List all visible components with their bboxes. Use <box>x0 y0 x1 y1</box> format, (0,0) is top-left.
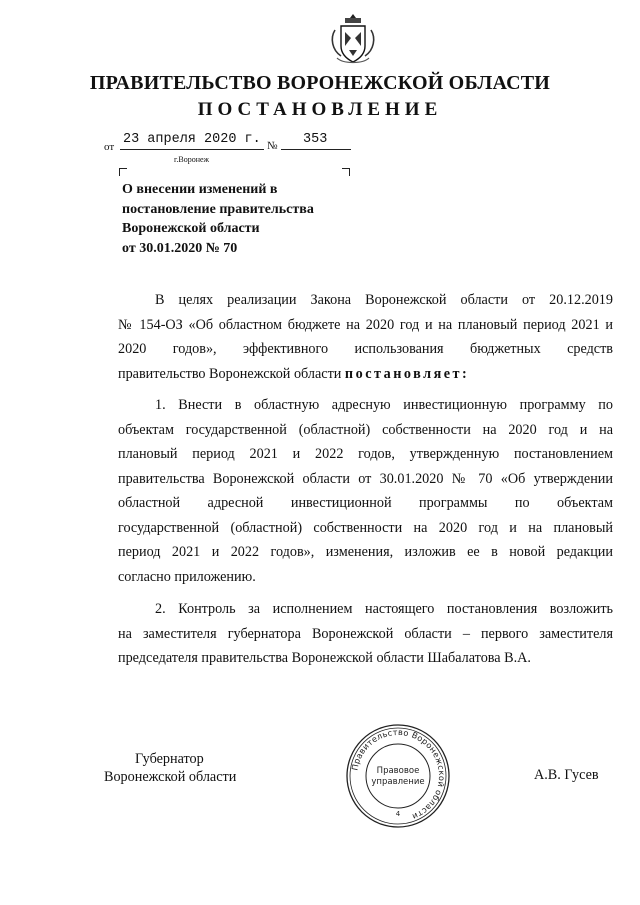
subject-line: от 30.01.2020 № 70 <box>122 240 238 256</box>
stamp-number: 4 <box>395 810 401 818</box>
item-2-paragraph <box>118 597 613 671</box>
body-line: объектам государственной (областной) собственности на 2020 год и на <box>118 421 613 438</box>
date-prefix: от <box>104 141 115 153</box>
body-line: 2. Контроль за исполнением настоящего постановления возложить <box>155 601 613 617</box>
signatory-title-line2: Воронежской области <box>104 769 237 785</box>
stamp-outer-text: Правительство Воронежской области <box>349 726 448 823</box>
date-underline <box>120 149 264 150</box>
body-line: 2020 годов», эффективного использования бюджетных средств <box>118 341 613 357</box>
signatory-title-line1: Губернатор <box>135 751 204 767</box>
number-prefix: № <box>267 140 278 152</box>
date-number-row <box>104 133 364 173</box>
preamble-paragraph <box>118 288 613 386</box>
organization-title: ПРАВИТЕЛЬСТВО ВОРОНЕЖСКОЙ ОБЛАСТИ <box>89 72 551 94</box>
body-line: на заместителя губернатора Воронежской области – первого заместителя <box>118 625 613 642</box>
document-subject <box>122 180 352 258</box>
stamp-inner-line1: Правовое <box>376 766 420 776</box>
body-line-last <box>118 362 613 387</box>
body-line: областной адресной инвестиционной программы по объектам <box>118 495 613 511</box>
document-date: 23 апреля 2020 г. <box>123 132 261 147</box>
body-line: В целях реализации Закона Воронежской области от 20.12.2019 <box>155 292 613 308</box>
body-line: плановый период 2021 и 2022 годов, утвержденную постановлением <box>118 446 613 462</box>
stamp-inner-line2: управление <box>371 777 425 787</box>
subject-line: О внесении изменений в <box>122 182 278 197</box>
body-line: 1. Внести в областную адресную инвестиционную программу по <box>155 397 613 413</box>
body-line: период 2021 и 2022 годов», изменения, изложив ее в новой редакции <box>118 544 613 560</box>
body-line-last: председателя правительства Воронежской области Шабалатова В.А. <box>118 650 531 666</box>
body-line: № 154-ОЗ «Об областном бюджете на 2020 год и на плановый период 2021 и <box>118 316 613 333</box>
subject-line: постановление правительства <box>122 201 314 217</box>
resolution-keyword: постановляет: <box>344 365 470 382</box>
official-stamp <box>344 722 452 830</box>
body-line: государственной (областной) собственности на 2020 год и на плановый <box>118 519 613 536</box>
document-type: ПОСТАНОВЛЕНИЕ <box>197 99 443 120</box>
preamble-text: правительство Воронежской области <box>118 365 345 382</box>
subject-corner-left <box>119 168 127 176</box>
subject-line: Воронежской области <box>122 221 260 236</box>
city-label: г.Воронеж <box>174 155 210 164</box>
subject-corner-right <box>342 168 350 176</box>
body-line-last: согласно приложению. <box>118 568 256 585</box>
coat-of-arms-emblem <box>327 10 379 68</box>
body-line: правительства Воронежской области от 30.01.2020 № 70 «Об утверждении <box>118 470 613 487</box>
signatory-name: А.В. Гусев <box>534 767 599 783</box>
document-number: 353 <box>303 132 328 147</box>
number-underline <box>281 149 351 150</box>
signatory-title <box>104 750 236 786</box>
item-1-paragraph <box>118 393 613 589</box>
